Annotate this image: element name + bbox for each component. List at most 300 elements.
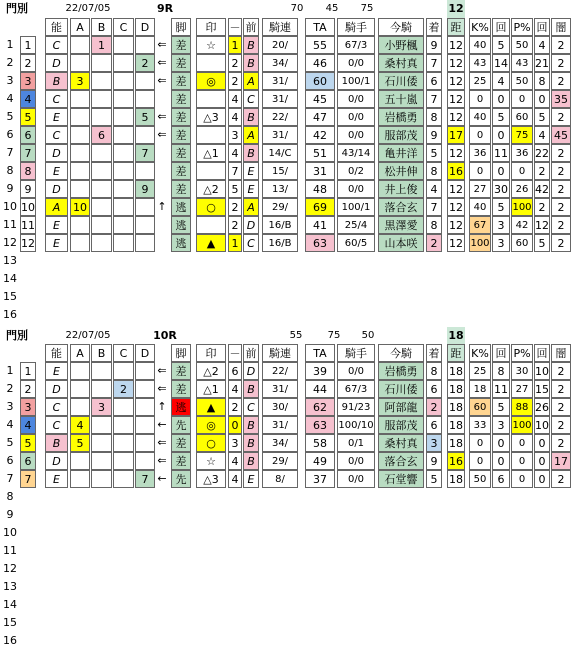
cell-dash[interactable]: 5 <box>228 180 242 198</box>
cell-dist[interactable]: 18 <box>447 434 465 452</box>
cell-arrow[interactable]: ← <box>157 472 167 485</box>
cell-pp[interactable]: 100 <box>511 416 533 434</box>
cell-d[interactable]: 7 <box>135 144 155 162</box>
cell-jk[interactable]: 0/0 <box>337 362 375 380</box>
cell-mark[interactable]: △1 <box>196 144 226 162</box>
cell-dark[interactable]: 2 <box>551 180 571 198</box>
cell-leg[interactable]: 差 <box>171 72 191 90</box>
cell-dash[interactable]: 3 <box>228 434 242 452</box>
cell-today[interactable]: 井上俊 <box>378 180 424 198</box>
cell-b[interactable] <box>91 216 112 234</box>
cell-dist[interactable]: 18 <box>447 398 465 416</box>
cell-g[interactable]: 6 <box>20 452 36 470</box>
cell-t1[interactable]: 3 <box>492 234 510 252</box>
cell-fin[interactable]: 2 <box>426 398 442 416</box>
cell-jk[interactable]: 67/3 <box>337 380 375 398</box>
cell-leg[interactable]: 先 <box>171 470 191 488</box>
cell-c[interactable] <box>113 180 134 198</box>
cell-b[interactable] <box>91 380 112 398</box>
cell-jk[interactable]: 43/14 <box>337 144 375 162</box>
cell-mark[interactable]: ▲ <box>196 234 226 252</box>
cell-pp[interactable]: 42 <box>511 216 533 234</box>
cell-kiren[interactable]: 31/ <box>262 416 298 434</box>
cell-b[interactable] <box>91 234 112 252</box>
cell-ta[interactable]: 55 <box>305 36 335 54</box>
cell-pp[interactable]: 50 <box>511 36 533 54</box>
cell-dist[interactable]: 18 <box>447 470 465 488</box>
cell-a[interactable] <box>70 90 90 108</box>
cell-kp[interactable]: 25 <box>469 72 491 90</box>
cell-b[interactable] <box>91 470 112 488</box>
cell-prev[interactable]: B <box>243 108 259 126</box>
cell-t2[interactable]: 12 <box>534 216 550 234</box>
cell-a[interactable] <box>70 362 90 380</box>
cell-prev[interactable]: B <box>243 36 259 54</box>
cell-dist[interactable]: 12 <box>447 72 465 90</box>
cell-dist[interactable]: 12 <box>447 216 465 234</box>
cell-dash[interactable]: 2 <box>228 198 242 216</box>
cell-pp[interactable]: 26 <box>511 180 533 198</box>
cell-c[interactable] <box>113 452 134 470</box>
cell-today[interactable]: 亀井洋 <box>378 144 424 162</box>
cell-leg[interactable]: 差 <box>171 180 191 198</box>
cell-arrow[interactable]: ↑ <box>157 400 167 413</box>
cell-today[interactable]: 黒澤愛 <box>378 216 424 234</box>
cell-leg[interactable]: 差 <box>171 36 191 54</box>
cell-kiren[interactable]: 29/ <box>262 198 298 216</box>
cell-jk[interactable]: 0/0 <box>337 90 375 108</box>
cell-n[interactable]: 11 <box>3 218 17 231</box>
cell-g[interactable]: 2 <box>20 380 36 398</box>
cell-ta[interactable]: 39 <box>305 362 335 380</box>
table-row[interactable] <box>0 362 573 380</box>
cell-t2[interactable]: 26 <box>534 398 550 416</box>
cell-abil[interactable]: E <box>45 234 68 252</box>
cell-g[interactable]: 4 <box>20 90 36 108</box>
cell-pp[interactable]: 36 <box>511 144 533 162</box>
cell-today[interactable]: 山本咲 <box>378 234 424 252</box>
cell-leg[interactable]: 差 <box>171 380 191 398</box>
cell-a[interactable]: 3 <box>70 72 90 90</box>
cell-jk[interactable]: 91/23 <box>337 398 375 416</box>
cell-prev[interactable]: A <box>243 126 259 144</box>
cell-t2[interactable]: 2 <box>534 198 550 216</box>
cell-kiren[interactable]: 30/ <box>262 398 298 416</box>
cell-jk[interactable]: 0/0 <box>337 54 375 72</box>
cell-d[interactable]: 7 <box>135 470 155 488</box>
cell-c[interactable] <box>113 72 134 90</box>
cell-arrow[interactable]: ⇐ <box>157 364 167 377</box>
table-row[interactable] <box>0 54 573 72</box>
cell-prev[interactable]: A <box>243 198 259 216</box>
cell-prev[interactable]: E <box>243 470 259 488</box>
cell-leg[interactable]: 差 <box>171 144 191 162</box>
cell-c[interactable] <box>113 126 134 144</box>
cell-mark[interactable]: ○ <box>196 198 226 216</box>
cell-a[interactable] <box>70 126 90 144</box>
cell-dark[interactable]: 2 <box>551 362 571 380</box>
cell-t1[interactable]: 5 <box>492 108 510 126</box>
cell-arrow[interactable] <box>154 162 170 180</box>
cell-t2[interactable]: 21 <box>534 54 550 72</box>
table-row[interactable] <box>0 380 573 398</box>
cell-g[interactable]: 1 <box>20 36 36 54</box>
cell-b[interactable] <box>91 108 112 126</box>
cell-arrow[interactable]: ⇐ <box>157 454 167 467</box>
cell-dash[interactable]: 2 <box>228 54 242 72</box>
cell-abil[interactable]: E <box>45 162 68 180</box>
cell-t1[interactable]: 4 <box>492 72 510 90</box>
cell-ta[interactable]: 51 <box>305 144 335 162</box>
cell-t2[interactable]: 5 <box>534 108 550 126</box>
cell-fin[interactable]: 6 <box>426 72 442 90</box>
cell-kp[interactable]: 36 <box>469 144 491 162</box>
cell-b[interactable] <box>91 416 112 434</box>
cell-ta[interactable]: 63 <box>305 416 335 434</box>
cell-kp[interactable]: 25 <box>469 362 491 380</box>
cell-dark[interactable]: 2 <box>551 72 571 90</box>
cell-t2[interactable]: 0 <box>534 452 550 470</box>
cell-jk[interactable]: 0/0 <box>337 108 375 126</box>
cell-arrow[interactable] <box>154 144 170 162</box>
cell-c[interactable] <box>113 416 134 434</box>
cell-g[interactable]: 4 <box>20 416 36 434</box>
cell-arrow[interactable] <box>154 90 170 108</box>
cell-leg[interactable]: 差 <box>171 90 191 108</box>
cell-dist[interactable]: 16 <box>447 162 465 180</box>
table-row[interactable] <box>0 452 573 470</box>
cell-g[interactable]: 3 <box>20 398 36 416</box>
cell-ta[interactable]: 63 <box>305 234 335 252</box>
cell-pp[interactable]: 50 <box>511 72 533 90</box>
cell-prev[interactable]: A <box>243 72 259 90</box>
cell-mark[interactable] <box>196 126 226 144</box>
cell-arrow[interactable] <box>154 234 170 252</box>
cell-ta[interactable]: 41 <box>305 216 335 234</box>
cell-today[interactable]: 岩橋勇 <box>378 108 424 126</box>
table-row[interactable] <box>0 90 573 108</box>
cell-pp[interactable]: 88 <box>511 398 533 416</box>
cell-today[interactable]: 落合玄 <box>378 198 424 216</box>
cell-a[interactable] <box>70 234 90 252</box>
cell-c[interactable] <box>113 108 134 126</box>
cell-t2[interactable]: 42 <box>534 180 550 198</box>
cell-pp[interactable]: 100 <box>511 198 533 216</box>
cell-dash[interactable]: 6 <box>228 362 242 380</box>
table-row[interactable] <box>0 416 573 434</box>
cell-today[interactable]: 石川倭 <box>378 380 424 398</box>
cell-abil[interactable]: B <box>45 434 68 452</box>
cell-t2[interactable]: 2 <box>534 162 550 180</box>
cell-jk[interactable]: 100/1 <box>337 198 375 216</box>
cell-today[interactable]: 桑村真 <box>378 434 424 452</box>
cell-arrow[interactable]: ⇐ <box>157 56 167 69</box>
cell-arrow[interactable]: ← <box>157 418 167 431</box>
cell-kiren[interactable]: 34/ <box>262 434 298 452</box>
cell-dash[interactable]: 0 <box>228 416 242 434</box>
cell-b[interactable] <box>91 144 112 162</box>
cell-n[interactable]: 4 <box>6 418 14 431</box>
cell-kiren[interactable]: 22/ <box>262 362 298 380</box>
cell-n[interactable]: 7 <box>6 146 14 159</box>
cell-t1[interactable]: 0 <box>492 162 510 180</box>
cell-fin[interactable]: 7 <box>426 90 442 108</box>
cell-today[interactable]: 小野楓 <box>378 36 424 54</box>
cell-c[interactable] <box>113 54 134 72</box>
cell-mark[interactable]: △2 <box>196 180 226 198</box>
cell-dash[interactable]: 3 <box>228 126 242 144</box>
cell-prev[interactable]: C <box>243 234 259 252</box>
cell-t1[interactable]: 0 <box>492 434 510 452</box>
cell-abil[interactable]: C <box>45 36 68 54</box>
cell-t1[interactable]: 3 <box>492 216 510 234</box>
cell-jk[interactable]: 0/2 <box>337 162 375 180</box>
cell-ta[interactable]: 44 <box>305 380 335 398</box>
cell-c[interactable] <box>113 470 134 488</box>
cell-kp[interactable]: 100 <box>469 234 491 252</box>
cell-b[interactable]: 1 <box>91 36 112 54</box>
cell-kiren[interactable]: 16/B <box>262 216 298 234</box>
cell-d[interactable] <box>135 126 155 144</box>
cell-dark[interactable]: 2 <box>551 434 571 452</box>
cell-dist[interactable]: 18 <box>447 380 465 398</box>
cell-leg[interactable]: 差 <box>171 434 191 452</box>
cell-n[interactable]: 3 <box>6 400 14 413</box>
cell-arrow[interactable]: ⇐ <box>157 436 167 449</box>
cell-b[interactable] <box>91 452 112 470</box>
cell-a[interactable]: 5 <box>70 434 90 452</box>
cell-d[interactable] <box>135 362 155 380</box>
cell-dark[interactable]: 2 <box>551 36 571 54</box>
cell-dash[interactable]: 4 <box>228 452 242 470</box>
cell-arrow[interactable]: ⇐ <box>157 128 167 141</box>
cell-dist[interactable]: 12 <box>447 108 465 126</box>
cell-d[interactable] <box>135 36 155 54</box>
cell-kp[interactable]: 67 <box>469 216 491 234</box>
cell-fin[interactable]: 3 <box>426 434 442 452</box>
cell-kp[interactable]: 40 <box>469 108 491 126</box>
cell-n[interactable]: 2 <box>6 56 14 69</box>
cell-kp[interactable]: 0 <box>469 434 491 452</box>
cell-leg[interactable]: 逃 <box>171 198 191 216</box>
cell-abil[interactable]: E <box>45 362 68 380</box>
cell-dist[interactable]: 12 <box>447 180 465 198</box>
cell-dark[interactable]: 2 <box>551 108 571 126</box>
cell-jk[interactable]: 0/0 <box>337 126 375 144</box>
cell-leg[interactable]: 差 <box>171 108 191 126</box>
cell-c[interactable] <box>113 398 134 416</box>
cell-n[interactable]: 12 <box>3 236 17 249</box>
cell-n[interactable]: 8 <box>6 164 14 177</box>
cell-mark[interactable] <box>196 54 226 72</box>
cell-jk[interactable]: 100/10 <box>337 416 375 434</box>
cell-a[interactable] <box>70 470 90 488</box>
cell-jk[interactable]: 100/1 <box>337 72 375 90</box>
cell-g[interactable]: 5 <box>20 434 36 452</box>
cell-kp[interactable]: 18 <box>469 380 491 398</box>
cell-prev[interactable]: C <box>243 90 259 108</box>
cell-arrow[interactable]: ⇐ <box>157 110 167 123</box>
cell-abil[interactable]: C <box>45 398 68 416</box>
cell-prev[interactable]: B <box>243 54 259 72</box>
cell-fin[interactable]: 8 <box>426 162 442 180</box>
cell-ta[interactable]: 31 <box>305 162 335 180</box>
cell-n[interactable]: 5 <box>6 110 14 123</box>
cell-dash[interactable]: 1 <box>228 36 242 54</box>
cell-mark[interactable]: ☆ <box>196 452 226 470</box>
cell-dist[interactable]: 18 <box>447 416 465 434</box>
cell-dist[interactable]: 12 <box>447 234 465 252</box>
cell-today[interactable]: 阿部龍 <box>378 398 424 416</box>
cell-prev[interactable]: C <box>243 398 259 416</box>
cell-c[interactable] <box>113 198 134 216</box>
cell-jk[interactable]: 0/0 <box>337 452 375 470</box>
cell-mark[interactable] <box>196 90 226 108</box>
cell-abil[interactable]: A <box>45 198 68 216</box>
cell-kiren[interactable]: 34/ <box>262 54 298 72</box>
cell-fin[interactable]: 2 <box>426 234 442 252</box>
cell-leg[interactable]: 差 <box>171 362 191 380</box>
cell-b[interactable] <box>91 434 112 452</box>
cell-arrow[interactable]: ⇐ <box>157 74 167 87</box>
cell-kiren[interactable]: 31/ <box>262 126 298 144</box>
cell-c[interactable] <box>113 234 134 252</box>
cell-t2[interactable]: 15 <box>534 380 550 398</box>
cell-today[interactable]: 服部茂 <box>378 416 424 434</box>
cell-arrow[interactable] <box>154 216 170 234</box>
cell-dark[interactable]: 2 <box>551 234 571 252</box>
table-row[interactable] <box>0 234 573 252</box>
cell-g[interactable]: 2 <box>20 54 36 72</box>
cell-jk[interactable]: 25/4 <box>337 216 375 234</box>
cell-b[interactable] <box>91 198 112 216</box>
cell-prev[interactable]: B <box>243 452 259 470</box>
cell-ta[interactable]: 69 <box>305 198 335 216</box>
cell-mark[interactable]: ◎ <box>196 416 226 434</box>
cell-c[interactable] <box>113 216 134 234</box>
cell-c[interactable] <box>113 90 134 108</box>
cell-g[interactable]: 5 <box>20 108 36 126</box>
cell-abil[interactable]: B <box>45 72 68 90</box>
cell-kiren[interactable]: 31/ <box>262 90 298 108</box>
cell-g[interactable]: 8 <box>20 162 36 180</box>
cell-fin[interactable]: 9 <box>426 452 442 470</box>
cell-pp[interactable]: 30 <box>511 362 533 380</box>
cell-leg[interactable]: 差 <box>171 126 191 144</box>
cell-mark[interactable]: △3 <box>196 108 226 126</box>
cell-abil[interactable]: C <box>45 416 68 434</box>
cell-dark[interactable]: 2 <box>551 416 571 434</box>
cell-dist[interactable]: 12 <box>447 198 465 216</box>
cell-a[interactable] <box>70 180 90 198</box>
cell-dash[interactable]: 2 <box>228 216 242 234</box>
cell-t1[interactable]: 0 <box>492 90 510 108</box>
cell-b[interactable] <box>91 54 112 72</box>
cell-prev[interactable]: E <box>243 180 259 198</box>
cell-abil[interactable]: E <box>45 108 68 126</box>
cell-jk[interactable]: 60/5 <box>337 234 375 252</box>
cell-dark[interactable]: 2 <box>551 198 571 216</box>
cell-leg[interactable]: 逃 <box>171 234 191 252</box>
cell-a[interactable] <box>70 452 90 470</box>
cell-prev[interactable]: B <box>243 380 259 398</box>
cell-b[interactable] <box>91 72 112 90</box>
cell-dark[interactable]: 35 <box>551 90 571 108</box>
cell-ta[interactable]: 49 <box>305 452 335 470</box>
cell-dash[interactable]: 4 <box>228 470 242 488</box>
cell-b[interactable] <box>91 90 112 108</box>
cell-leg[interactable]: 差 <box>171 162 191 180</box>
cell-d[interactable] <box>135 198 155 216</box>
cell-abil[interactable]: D <box>45 144 68 162</box>
cell-kp[interactable]: 27 <box>469 180 491 198</box>
cell-t2[interactable]: 0 <box>534 90 550 108</box>
cell-c[interactable] <box>113 36 134 54</box>
cell-today[interactable]: 石堂響 <box>378 470 424 488</box>
cell-mark[interactable]: ☆ <box>196 36 226 54</box>
cell-pp[interactable]: 43 <box>511 54 533 72</box>
cell-today[interactable]: 石川倭 <box>378 72 424 90</box>
table-row[interactable] <box>0 72 573 90</box>
cell-t2[interactable]: 10 <box>534 362 550 380</box>
cell-a[interactable] <box>70 54 90 72</box>
cell-g[interactable]: 11 <box>20 216 36 234</box>
cell-arrow[interactable] <box>154 180 170 198</box>
cell-pp[interactable]: 27 <box>511 380 533 398</box>
cell-today[interactable]: 服部茂 <box>378 126 424 144</box>
cell-dash[interactable]: 4 <box>228 108 242 126</box>
cell-a[interactable] <box>70 36 90 54</box>
cell-ta[interactable]: 47 <box>305 108 335 126</box>
cell-abil[interactable]: D <box>45 180 68 198</box>
cell-n[interactable]: 3 <box>6 74 14 87</box>
cell-jk[interactable]: 0/0 <box>337 180 375 198</box>
cell-ta[interactable]: 45 <box>305 90 335 108</box>
cell-dark[interactable]: 17 <box>551 452 571 470</box>
cell-dash[interactable]: 2 <box>228 72 242 90</box>
table-row[interactable] <box>0 180 573 198</box>
cell-kp[interactable]: 0 <box>469 452 491 470</box>
cell-fin[interactable]: 8 <box>426 216 442 234</box>
table-row[interactable] <box>0 108 573 126</box>
cell-b[interactable] <box>91 362 112 380</box>
cell-c[interactable] <box>113 144 134 162</box>
cell-d[interactable] <box>135 380 155 398</box>
cell-ta[interactable]: 62 <box>305 398 335 416</box>
cell-kiren[interactable]: 22/ <box>262 108 298 126</box>
cell-g[interactable]: 6 <box>20 126 36 144</box>
cell-mark[interactable]: △3 <box>196 470 226 488</box>
cell-d[interactable] <box>135 452 155 470</box>
cell-t2[interactable]: 10 <box>534 416 550 434</box>
cell-pp[interactable]: 0 <box>511 90 533 108</box>
cell-a[interactable] <box>70 380 90 398</box>
cell-dash[interactable]: 2 <box>228 398 242 416</box>
cell-fin[interactable]: 7 <box>426 54 442 72</box>
cell-dist[interactable]: 16 <box>447 452 465 470</box>
cell-prev[interactable]: D <box>243 362 259 380</box>
cell-kiren[interactable]: 31/ <box>262 72 298 90</box>
cell-arrow[interactable]: ⇐ <box>157 382 167 395</box>
cell-a[interactable] <box>70 144 90 162</box>
cell-dark[interactable]: 45 <box>551 126 571 144</box>
cell-dark[interactable]: 2 <box>551 216 571 234</box>
cell-leg[interactable]: 逃 <box>171 398 191 416</box>
cell-kp[interactable]: 40 <box>469 198 491 216</box>
cell-c[interactable] <box>113 362 134 380</box>
table-row[interactable] <box>0 216 573 234</box>
table-row[interactable] <box>0 198 573 216</box>
